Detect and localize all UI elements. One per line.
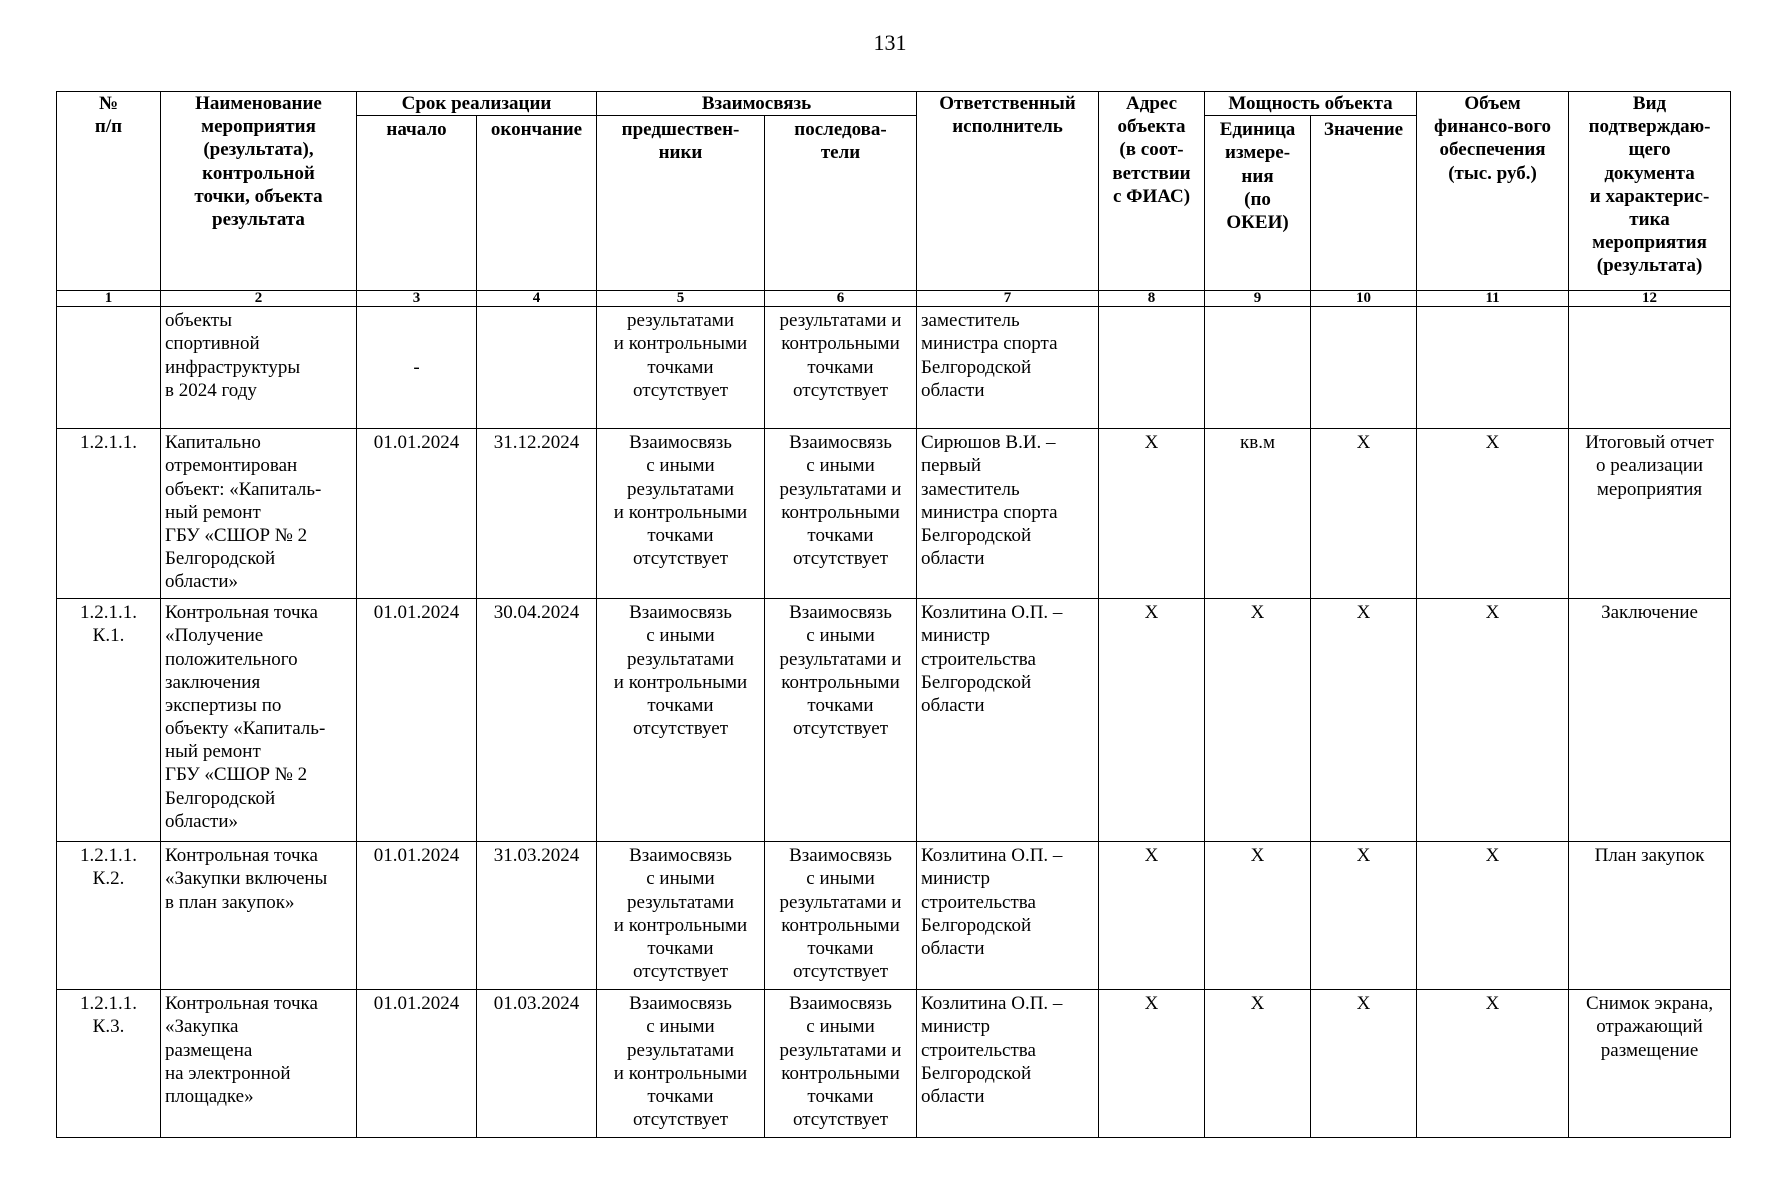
- page-number: 131: [873, 30, 907, 55]
- cell-predecessors: Взаимосвязь с иными результатами и контрольными точками отсутствует: [597, 429, 765, 599]
- cell-unit: Х: [1205, 599, 1311, 842]
- table-row: [57, 429, 1731, 599]
- header-successors: последова- тели: [765, 116, 917, 291]
- column-number: 6: [765, 291, 917, 307]
- table-row: [57, 307, 1731, 429]
- cell-address: Х: [1099, 429, 1205, 599]
- column-number-row: [57, 291, 1731, 307]
- cell-unit: Х: [1205, 990, 1311, 1138]
- header-group-link: Взаимосвязь: [597, 92, 917, 116]
- cell-successors: Взаимосвязь с иными результатами и контрольными точками отсутствует: [765, 429, 917, 599]
- cell-predecessors: результатами и контрольными точками отсутствует: [597, 307, 765, 429]
- table-body: [57, 307, 1731, 1138]
- header-name: Наименование мероприятия (результата), контрольной точки, объекта результата: [161, 92, 357, 291]
- cell-value: Х: [1311, 599, 1417, 842]
- cell-unit: [1205, 307, 1311, 429]
- header-number: № п/п: [57, 92, 161, 291]
- column-number: 2: [161, 291, 357, 307]
- header-address: Адрес объекта (в соот- ветствии с ФИАС): [1099, 92, 1205, 291]
- cell-end: [477, 307, 597, 429]
- header-value: Значение: [1311, 116, 1417, 291]
- column-number: 9: [1205, 291, 1311, 307]
- cell-start: 01.01.2024: [357, 990, 477, 1138]
- header-start: начало: [357, 116, 477, 291]
- cell-value: Х: [1311, 842, 1417, 990]
- cell-predecessors: Взаимосвязь с иными результатами и контрольными точками отсутствует: [597, 842, 765, 990]
- cell-finance: Х: [1417, 842, 1569, 990]
- cell-number: 1.2.1.1.: [57, 429, 161, 599]
- cell-name: Контрольная точка «Закупки включены в план закупок»: [161, 842, 357, 990]
- header-responsible: Ответственный исполнитель: [917, 92, 1099, 291]
- cell-finance: Х: [1417, 429, 1569, 599]
- cell-end: 30.04.2024: [477, 599, 597, 842]
- column-number: 11: [1417, 291, 1569, 307]
- column-number: 5: [597, 291, 765, 307]
- cell-name: объекты спортивной инфраструктуры в 2024 году: [161, 307, 357, 429]
- cell-end: 31.12.2024: [477, 429, 597, 599]
- cell-document: План закупок: [1569, 842, 1731, 990]
- header-group-capacity: Мощность объекта: [1205, 92, 1417, 116]
- table-header: [57, 92, 1731, 307]
- cell-responsible: Козлитина О.П. – министр строительства Белгородской области: [917, 842, 1099, 990]
- cell-successors: Взаимосвязь с иными результатами и контрольными точками отсутствует: [765, 842, 917, 990]
- cell-predecessors: Взаимосвязь с иными результатами и контрольными точками отсутствует: [597, 599, 765, 842]
- column-number: 8: [1099, 291, 1205, 307]
- table-row: [57, 842, 1731, 990]
- cell-document: [1569, 307, 1731, 429]
- cell-name: Контрольная точка «Закупка размещена на электронной площадке»: [161, 990, 357, 1138]
- cell-responsible: Сирюшов В.И. – первый заместитель министра спорта Белгородской области: [917, 429, 1099, 599]
- cell-document: Заключение: [1569, 599, 1731, 842]
- cell-value: Х: [1311, 429, 1417, 599]
- cell-number: [57, 307, 161, 429]
- cell-name: Контрольная точка «Получение положительного заключения экспертизы по объекту «Капиталь- ный ремонт ГБУ «СШОР № 2 Белгородской области»: [161, 599, 357, 842]
- cell-address: Х: [1099, 842, 1205, 990]
- cell-responsible: Козлитина О.П. – министр строительства Белгородской области: [917, 990, 1099, 1138]
- cell-address: Х: [1099, 990, 1205, 1138]
- cell-address: Х: [1099, 599, 1205, 842]
- cell-responsible: Козлитина О.П. – министр строительства Белгородской области: [917, 599, 1099, 842]
- cell-successors: Взаимосвязь с иными результатами и контрольными точками отсутствует: [765, 599, 917, 842]
- cell-unit: кв.м: [1205, 429, 1311, 599]
- cell-number: 1.2.1.1. К.1.: [57, 599, 161, 842]
- cell-unit: Х: [1205, 842, 1311, 990]
- header-finance: Объем финансо-вого обеспечения (тыс. руб.): [1417, 92, 1569, 291]
- header-unit: Единица измере- ния (по ОКЕИ): [1205, 116, 1311, 291]
- cell-document: Снимок экрана, отражающий размещение: [1569, 990, 1731, 1138]
- cell-predecessors: Взаимосвязь с иными результатами и контрольными точками отсутствует: [597, 990, 765, 1138]
- column-number: 3: [357, 291, 477, 307]
- cell-end: 01.03.2024: [477, 990, 597, 1138]
- implementation-plan-table: [56, 91, 1731, 1138]
- cell-number: 1.2.1.1. К.3.: [57, 990, 161, 1138]
- table-row: [57, 990, 1731, 1138]
- cell-address: [1099, 307, 1205, 429]
- cell-name: Капитально отремонтирован объект: «Капиталь- ный ремонт ГБУ «СШОР № 2 Белгородской области»: [161, 429, 357, 599]
- column-number: 1: [57, 291, 161, 307]
- header-end: окончание: [477, 116, 597, 291]
- cell-finance: Х: [1417, 990, 1569, 1138]
- header-document: Вид подтверждаю- щего документа и характерис- тика мероприятия (результата): [1569, 92, 1731, 291]
- cell-finance: Х: [1417, 599, 1569, 842]
- cell-document: Итоговый отчет о реализации мероприятия: [1569, 429, 1731, 599]
- column-number: 4: [477, 291, 597, 307]
- cell-start: 01.01.2024: [357, 842, 477, 990]
- cell-value: Х: [1311, 990, 1417, 1138]
- cell-responsible: заместитель министра спорта Белгородской области: [917, 307, 1099, 429]
- cell-start: -: [357, 307, 477, 429]
- cell-number: 1.2.1.1. К.2.: [57, 842, 161, 990]
- column-number: 7: [917, 291, 1099, 307]
- header-predecessors: предшествен- ники: [597, 116, 765, 291]
- column-number: 12: [1569, 291, 1731, 307]
- table-row: [57, 599, 1731, 842]
- header-group-period: Срок реализации: [357, 92, 597, 116]
- cell-finance: [1417, 307, 1569, 429]
- cell-successors: Взаимосвязь с иными результатами и контрольными точками отсутствует: [765, 990, 917, 1138]
- cell-value: [1311, 307, 1417, 429]
- cell-successors: результатами и контрольными точками отсутствует: [765, 307, 917, 429]
- column-number: 10: [1311, 291, 1417, 307]
- cell-start: 01.01.2024: [357, 429, 477, 599]
- cell-start: 01.01.2024: [357, 599, 477, 842]
- cell-end: 31.03.2024: [477, 842, 597, 990]
